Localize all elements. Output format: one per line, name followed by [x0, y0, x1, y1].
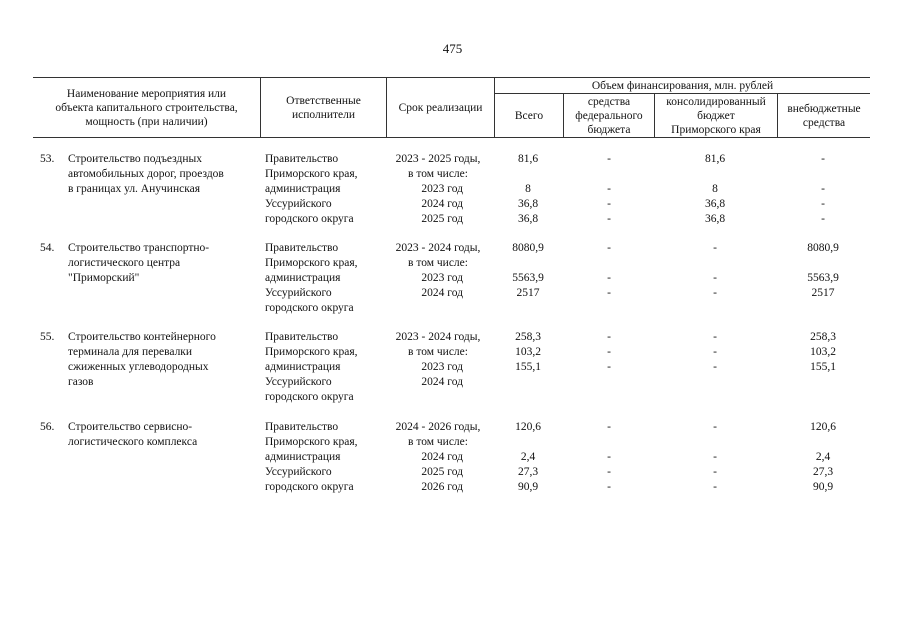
row-period: 2023 - 2025 годы, в том числе: 2023 год 2024 год 2025 год: [395, 153, 481, 225]
row-executors: Правительство Приморского края, администрация Уссурийского городского округа: [265, 331, 358, 403]
page-number: 475: [442, 41, 463, 56]
header-extra: внебюджетные средства: [787, 102, 861, 129]
row-federal: - - - -: [607, 153, 611, 225]
row-total: 120,6 2,4 27,3 90,9: [515, 421, 541, 493]
header-consolidated: консолидированный бюджет Приморского края: [666, 95, 766, 136]
header-name: Наименование мероприятия или объекта капитального строительства, мощность (при наличии): [55, 87, 238, 128]
row-period: 2023 - 2024 годы, в том числе: 2023 год 2024 год: [395, 331, 481, 388]
row-total: 258,3 103,2 155,1: [515, 331, 541, 373]
row-period: 2024 - 2026 годы, в том числе: 2024 год 2025 год 2026 год: [395, 421, 481, 493]
header-total: Всего: [514, 109, 544, 122]
row-extra: 8080,9 5563,9 2517: [807, 242, 839, 299]
row-extra: 120,6 2,4 27,3 90,9: [810, 421, 836, 493]
row-number: 54.: [40, 242, 55, 254]
row-number: 55.: [40, 331, 55, 343]
row-period: 2023 - 2024 годы, в том числе: 2023 год 2024 год: [395, 242, 481, 299]
row-executors: Правительство Приморского края, администрация Уссурийского городского округа: [265, 421, 358, 493]
row-total: 8080,9 5563,9 2517: [512, 242, 544, 299]
row-extra: - - - -: [821, 153, 825, 225]
row-number: 56.: [40, 421, 55, 433]
row-name: Строительство контейнерного терминала для перевалки сжиженных углеводородных газов: [68, 331, 216, 388]
row-consolidated: - - -: [713, 331, 717, 373]
header-financing: Объем финансирования, млн. рублей: [591, 79, 774, 92]
row-federal: - - -: [607, 242, 611, 299]
row-executors: Правительство Приморского края, администрация Уссурийского городского округа: [265, 153, 358, 225]
header-period: Срок реализации: [398, 101, 483, 114]
row-total: 81,6 8 36,8 36,8: [517, 153, 539, 225]
header-bottom-rule: [33, 137, 870, 138]
header-executors: Ответственные исполнители: [286, 94, 361, 121]
row-name: Строительство подъездных автомобильных дорог, проездов в границах ул. Анучинская: [68, 153, 224, 195]
row-name: Строительство сервисно- логистического комплекса: [68, 421, 198, 448]
row-consolidated: 81,6 8 36,8 36,8: [704, 153, 726, 225]
row-extra: 258,3 103,2 155,1: [810, 331, 836, 373]
row-federal: - - -: [607, 331, 611, 373]
row-consolidated: - - - -: [713, 421, 717, 493]
row-name: Строительство транспортно- логистического центра "Приморский": [68, 242, 210, 284]
row-consolidated: - - -: [713, 242, 717, 299]
row-number: 53.: [40, 153, 55, 165]
header-federal: средства федерального бюджета: [575, 95, 643, 136]
row-executors: Правительство Приморского края, администрация Уссурийского городского округа: [265, 242, 358, 314]
row-federal: - - - -: [607, 421, 611, 493]
